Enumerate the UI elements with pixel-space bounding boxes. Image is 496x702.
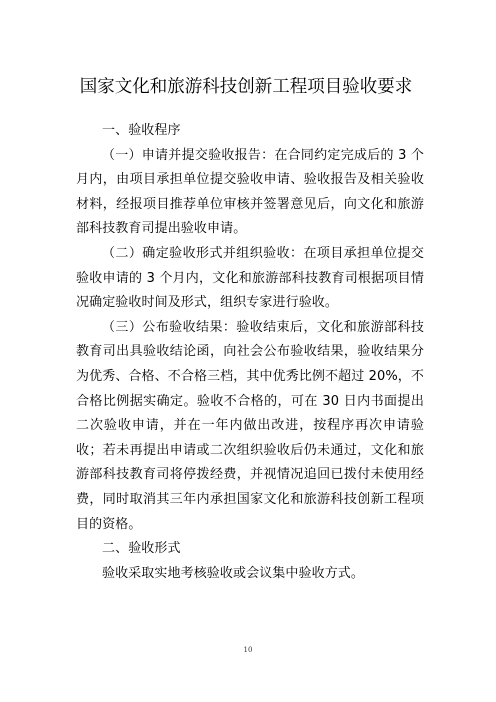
document-body xyxy=(76,119,424,586)
document-title: 国家文化和旅游科技创新工程项目验收要求 xyxy=(79,76,413,97)
section-heading-acceptance-procedure: 一、验收程序 xyxy=(102,123,181,138)
paragraph-acceptance-method: 验收采取实地考核验收或会议集中验收方式。 xyxy=(102,565,365,581)
paragraph-submit-report: （一）申请并提交验收报告：在合同约定完成后的 3 个月内，由项目承担单位提交验收申请、验收报告及相关验收材料，经报项目推荐单位审核并签署意见后，向文化和旅游部科技教育司提出验收申请。 xyxy=(76,147,424,237)
page-number: 10 xyxy=(243,646,253,654)
section-heading-acceptance-form: 二、验收形式 xyxy=(102,541,181,557)
paragraph-determine-form: （二）确定验收形式并组织验收：在项目承担单位提交验收申请的 3 个月内，文化和旅游部科技教育司根据项目情况确定验收时间及形式，组织专家进行验收。 xyxy=(76,245,424,311)
paragraph-publish-results: （三）公布验收结果：验收结束后，文化和旅游部科技教育司出具验收结论函，向社会公布验收结果，验收结果分为优秀、合格、不合格三档，其中优秀比例不超过 20%，不合格比例据实确定。验收不合格的，可在 30 日内书面提出二次验收申请，并在一年内做出改进，按程序再次申请验收；若未再提出申请或二次组织验收后仍未通过，文化和旅游部科技教育司将停拨经费，并视情况追回已拨付未使用经费，同时取消其三年内承担国家文化和旅游科技创新工程项目的资格。 xyxy=(76,319,424,532)
